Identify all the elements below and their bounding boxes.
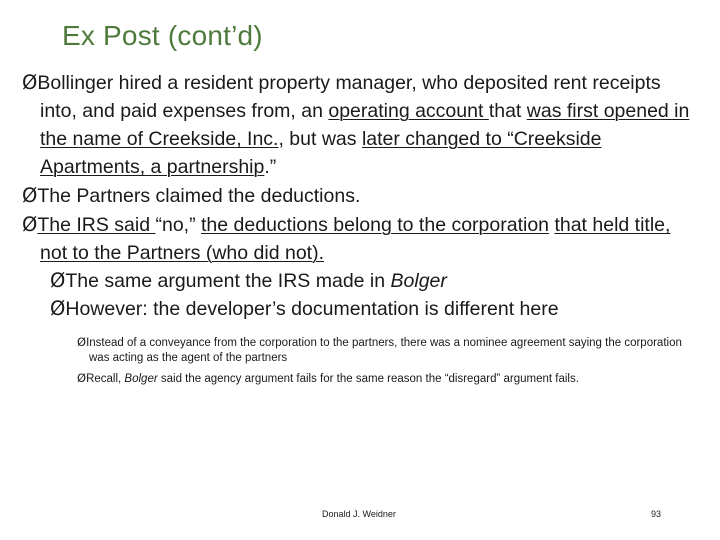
italic-case-name: Bolger [124,373,158,385]
bullet-list [22,69,702,387]
slide-title: Ex Post (cont’d) [62,20,263,51]
footer-page-number: 93 [651,509,662,519]
text: said the agency argument fails for the same reason the “disregard” argument fails. [157,373,579,385]
underlined-text: operating account [328,100,489,122]
subsubbullet-nominee-agreement [77,335,702,365]
text: The same argument the IRS made in [65,270,391,292]
bullet-irs-said [22,211,702,267]
footer-author: Donald J. Weidner [322,509,396,519]
text: Recall, [86,373,125,385]
bullet-partners-claimed [22,182,702,210]
underlined-text: the deductions belong to the corporation [201,214,550,236]
bullet-arrow-icon: Ø [22,184,38,207]
text: However: the developer’s documentation is different here [65,298,559,320]
text: The Partners claimed the deductions. [37,185,361,207]
text: , but was [278,128,362,150]
bullet-arrow-icon: Ø [77,371,87,385]
bullet-arrow-icon: Ø [50,297,66,320]
underlined-text: The IRS said [37,214,156,236]
text: Bollinger hired a resident property manager, who deposited rent receipts into, and paid expenses from, an [37,72,661,122]
underlined-text: that held title, not to the Partners (who did not). [40,214,671,264]
bullet-arrow-icon: Ø [22,71,38,94]
underlined-text: was first opened in the name of Creekside, Inc. [40,100,690,150]
text: that [488,100,527,122]
text: .” [264,156,277,178]
subbullet-however [50,295,702,323]
bullet-bollinger-manager [22,69,702,181]
bullet-arrow-icon: Ø [77,335,87,349]
subbullet-same-argument [50,267,702,295]
text: Instead of a conveyance from the corporation to the partners, there was a nominee agreement saying the corporation was acting as the agent of the partners [86,337,682,364]
subsubbullet-recall-bolger [77,371,702,387]
italic-case-name: Bolger [390,270,447,292]
text: “no,” [155,214,202,236]
bullet-arrow-icon: Ø [22,213,38,236]
underlined-text: later changed to “Creekside Apartments, a partnership [40,128,602,178]
bullet-arrow-icon: Ø [50,269,66,292]
